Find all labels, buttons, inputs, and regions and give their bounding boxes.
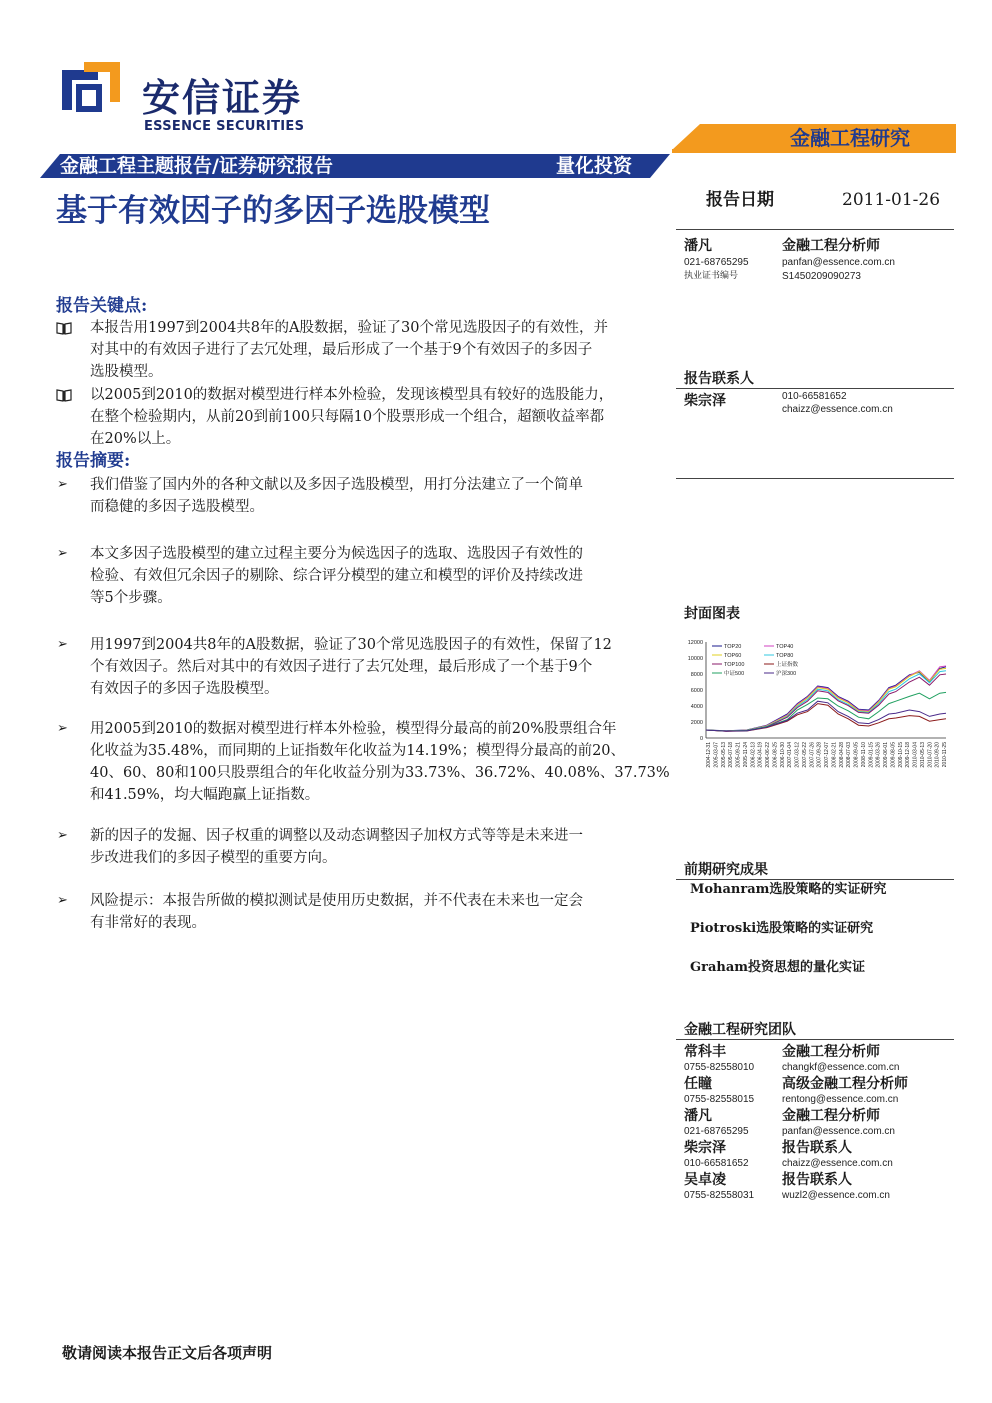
report-type-label: 金融工程主题报告/证券研究报告 <box>60 155 333 177</box>
chart-x-tick-label: 2009-03-26 <box>875 742 882 768</box>
key-point-line: 本报告用1997到2004共8年的A股数据，验证了30个常见选股因子的有效性，并 <box>90 320 608 336</box>
report-date-label: 报告日期 <box>706 190 774 210</box>
arrow-bullet-icon: ➢ <box>57 546 68 561</box>
divider <box>676 879 954 880</box>
team-member-email: changkf@essence.com.cn <box>782 1062 900 1073</box>
chart-series-line <box>706 668 946 731</box>
team-member-phone: 010-66581652 <box>684 1158 749 1169</box>
team-member-phone: 0755-82558010 <box>684 1062 755 1073</box>
summary-line: 等5个步骤。 <box>90 590 172 606</box>
team-member-role: 报告联系人 <box>782 1172 852 1188</box>
summary-line: 检验、有效但冗余因子的剔除、综合评分模型的建立和模型的评价及持续改进 <box>90 568 583 584</box>
key-point-line: 选股模型。 <box>90 364 163 380</box>
team-member-role: 报告联系人 <box>782 1140 852 1156</box>
chart-x-tick-label: 2005-07-18 <box>728 742 735 768</box>
chart-series-line <box>706 704 946 732</box>
team-member-role: 金融工程分析师 <box>782 1044 880 1060</box>
chart-series-line <box>706 692 946 731</box>
summary-line: 个有效因子。然后对其中的有效因子进行了去冗处理，最后形成了一个基于9个 <box>90 659 593 675</box>
chart-y-tick-label: 6000 <box>690 688 703 694</box>
chart-x-tick-label: 2008-04-28 <box>838 742 845 768</box>
summary-line: 步改进我们的多因子模型的重要方向。 <box>90 850 337 866</box>
report-category-label: 量化投资 <box>556 155 633 177</box>
cover-chart <box>676 634 952 802</box>
chart-legend-label: TOP80 <box>776 653 794 659</box>
key-point-line: 在20%以上。 <box>90 431 181 447</box>
chart-x-tick-label: 2005-11-24 <box>742 742 749 768</box>
chart-x-tick-label: 2008-02-21 <box>831 742 838 768</box>
summary-line: 我们借鉴了国内外的各种文献以及多因子选股模型，用打分法建立了一个简单 <box>90 477 583 493</box>
summary-line: 有非常好的表现。 <box>90 915 206 931</box>
chart-legend-label: TOP20 <box>724 644 742 650</box>
divider <box>676 229 954 230</box>
prior-research-item[interactable]: Mohanram选股策略的实证研究 <box>690 882 887 897</box>
chart-x-tick-label: 2009-08-05 <box>890 742 897 768</box>
team-member-name: 柴宗泽 <box>684 1140 726 1156</box>
team-member-email: wuzl2@essence.com.cn <box>782 1190 890 1201</box>
chart-x-tick-label: 2005-05-13 <box>720 742 727 768</box>
analyst-cert-number: S1450209090273 <box>782 271 861 282</box>
analyst-role: 金融工程分析师 <box>782 238 880 254</box>
chart-x-tick-label: 2007-07-26 <box>809 742 816 768</box>
team-member-name: 常科丰 <box>684 1044 726 1060</box>
dept-title: 金融工程研究 <box>790 126 910 150</box>
summary-line: 本文多因子选股模型的建立过程主要分为候选因子的选取、选股因子有效性的 <box>90 546 583 562</box>
chart-x-tick-label: 2010-11-25 <box>942 742 948 768</box>
chart-x-tick-label: 2007-09-28 <box>816 742 823 768</box>
team-member-email: chaizz@essence.com.cn <box>782 1158 893 1169</box>
analyst-email: panfan@essence.com.cn <box>782 257 895 268</box>
chart-x-tick-label: 2008-11-10 <box>860 742 867 768</box>
disclaimer-footer: 敬请阅读本报告正文后各项声明 <box>62 1344 273 1362</box>
chart-x-tick-label: 2004-12-31 <box>706 742 712 768</box>
summary-line: 用1997到2004共8年的A股数据，验证了30个常见选股因子的有效性，保留了12 <box>90 637 612 653</box>
analyst-phone: 021-68765295 <box>684 257 749 268</box>
analyst-name: 潘凡 <box>684 238 712 254</box>
document-title: 基于有效因子的多因子选股模型 <box>56 193 490 229</box>
chart-x-tick-label: 2009-06-01 <box>883 742 889 768</box>
cover-chart-heading: 封面图表 <box>684 606 740 622</box>
team-member-phone: 0755-82558031 <box>684 1190 755 1201</box>
chart-x-tick-label: 2009-12-18 <box>905 742 912 768</box>
chart-x-tick-label: 2007-05-22 <box>801 742 808 768</box>
chart-y-tick-label: 10000 <box>687 656 703 662</box>
chart-legend-label: TOP100 <box>724 662 745 668</box>
chart-x-tick-label: 2010-07-20 <box>927 742 934 768</box>
summary-heading: 报告摘要: <box>56 451 131 471</box>
chart-y-tick-label: 2000 <box>690 720 703 726</box>
key-points-heading: 报告关键点: <box>56 296 148 316</box>
team-member-name: 任瞳 <box>684 1076 712 1092</box>
logo-wordmark-cn: 安信证券 <box>142 76 303 120</box>
team-member-phone: 021-68765295 <box>684 1126 749 1137</box>
arrow-bullet-icon: ➢ <box>57 721 68 736</box>
contact-name: 柴宗泽 <box>684 393 726 409</box>
logo-wordmark-en: ESSENCE SECURITIES <box>144 119 305 134</box>
summary-line: 新的因子的发掘、因子权重的调整以及动态调整因子加权方式等等是未来进一 <box>90 828 583 844</box>
contact-phone: 010-66581652 <box>782 391 847 402</box>
chart-x-tick-label: 2006-04-19 <box>757 742 764 768</box>
chart-series-line <box>706 671 946 731</box>
chart-legend-label: TOP60 <box>724 653 742 659</box>
team-member-name: 吴卓凌 <box>684 1172 726 1188</box>
chart-x-tick-label: 2008-09-05 <box>853 742 860 768</box>
team-member-role: 高级金融工程分析师 <box>782 1076 908 1092</box>
summary-line: 风险提示：本报告所做的模拟测试是使用历史数据，并不代表在未来也一定会 <box>90 893 583 909</box>
chart-series-line <box>706 701 946 731</box>
chart-x-tick-label: 2007-12-07 <box>824 742 830 768</box>
team-member-phone: 0755-82558015 <box>684 1094 755 1105</box>
chart-x-tick-label: 2010-09-20 <box>934 742 941 768</box>
arrow-bullet-icon: ➢ <box>57 637 68 652</box>
summary-line: 而稳健的多因子选股模型。 <box>90 499 264 515</box>
divider <box>676 478 954 479</box>
chart-x-tick-label: 2010-03-04 <box>912 742 919 768</box>
summary-line: 和41.59%，均大幅跑赢上证指数。 <box>90 787 320 803</box>
book-icon <box>56 320 72 334</box>
summary-line: 有效因子的多因子选股模型。 <box>90 681 279 697</box>
chart-y-tick-label: 12000 <box>687 640 703 646</box>
key-point-line: 对其中的有效因子进行了去冗处理，最后形成了一个基于9个有效因子的多因子 <box>90 342 593 358</box>
chart-x-tick-label: 2009-01-15 <box>868 742 875 768</box>
divider <box>676 1039 954 1040</box>
team-member-name: 潘凡 <box>684 1108 712 1124</box>
chart-x-tick-label: 2007-01-04 <box>787 742 794 768</box>
team-member-email: rentong@essence.com.cn <box>782 1094 899 1105</box>
prior-research-item[interactable]: Piotroski选股策略的实证研究 <box>690 921 874 936</box>
chart-x-tick-label: 2007-03-12 <box>794 742 801 768</box>
key-point-line: 以2005到2010的数据对模型进行样本外检验，发现该模型具有较好的选股能力， <box>90 387 614 403</box>
prior-research-item[interactable]: Graham投资思想的量化实证 <box>690 960 866 975</box>
arrow-bullet-icon: ➢ <box>57 477 68 492</box>
chart-x-tick-label: 2006-08-25 <box>772 742 779 768</box>
chart-y-tick-label: 8000 <box>690 672 703 678</box>
summary-line: 用2005到2010的数据对模型进行样本外检验，模型得分最高的前20%股票组合年 <box>90 721 617 737</box>
chart-x-tick-label: 2009-10-15 <box>897 742 904 768</box>
arrow-bullet-icon: ➢ <box>57 893 68 908</box>
chart-x-tick-label: 2005-09-21 <box>735 742 742 768</box>
arrow-bullet-icon: ➢ <box>57 828 68 843</box>
chart-x-tick-label: 2010-05-13 <box>919 742 926 768</box>
chart-y-tick-label: 4000 <box>690 704 703 710</box>
chart-x-tick-label: 2008-07-03 <box>846 742 853 768</box>
book-icon <box>56 387 72 401</box>
divider <box>676 388 954 389</box>
chart-x-tick-label: 2006-10-30 <box>779 742 786 768</box>
summary-line: 40、60、80和100只股票组合的年化收益分别为33.73%、36.72%、40.08%、37.73% <box>90 765 670 781</box>
chart-legend-label: 上证指数 <box>776 662 799 668</box>
team-member-role: 金融工程分析师 <box>782 1108 880 1124</box>
essence-logo-icon <box>62 62 120 120</box>
report-date-value: 2011-01-26 <box>842 190 941 210</box>
chart-legend-label: TOP40 <box>776 644 794 650</box>
key-point-line: 在整个检验期内，从前20到前100只每隔10个股票形成一个组合，超额收益率都 <box>90 409 605 425</box>
summary-line: 化收益为35.48%，而同期的上证指数年化收益为14.19%；模型得分最高的前20、 <box>90 743 626 759</box>
contact-heading: 报告联系人 <box>684 371 754 387</box>
chart-x-tick-label: 2006-06-22 <box>765 742 771 768</box>
analyst-cert-label: 执业证书编号 <box>684 271 739 281</box>
prior-research-heading: 前期研究成果 <box>684 862 768 878</box>
contact-email: chaizz@essence.com.cn <box>782 404 893 415</box>
team-heading: 金融工程研究团队 <box>684 1022 796 1038</box>
chart-y-tick-label: 0 <box>699 736 703 742</box>
chart-x-tick-label: 2005-03-07 <box>713 742 720 768</box>
chart-x-tick-label: 2006-02-13 <box>750 742 757 768</box>
team-member-email: panfan@essence.com.cn <box>782 1126 895 1137</box>
chart-legend-label: 中证500 <box>724 671 745 677</box>
chart-legend-label: 沪深300 <box>776 671 797 677</box>
